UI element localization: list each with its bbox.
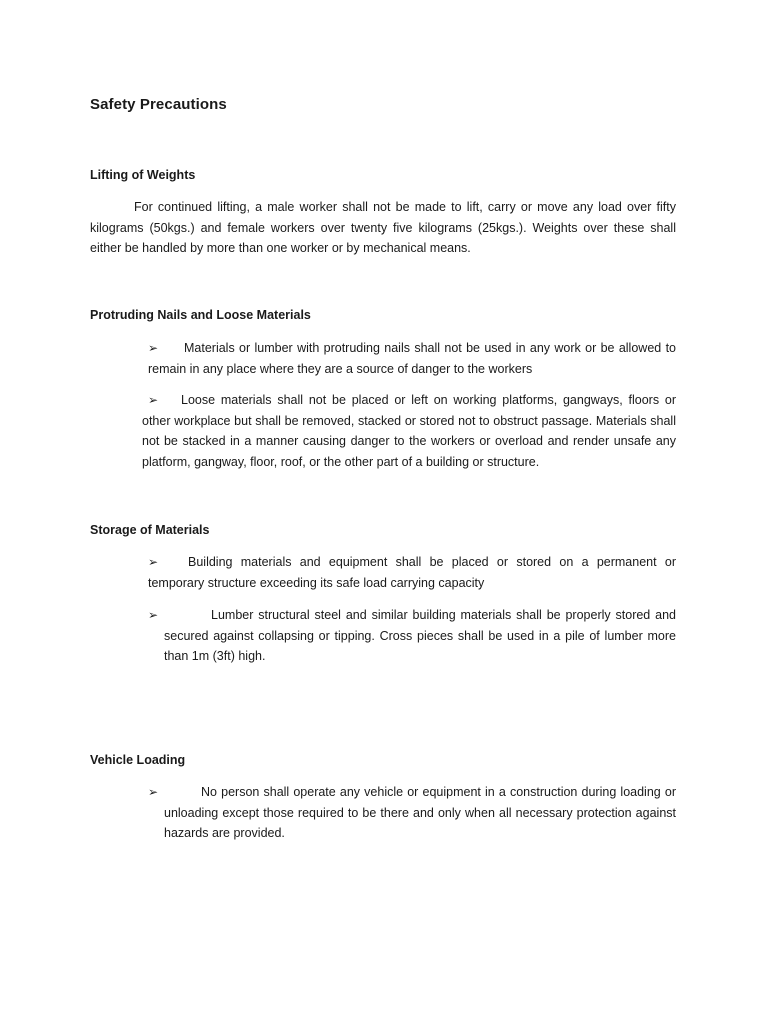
bullet-arrow-icon: ➢	[148, 555, 159, 569]
paragraph-text: For continued lifting, a male worker shall not be made to lift, carry or move any load over fifty kilograms (50kgs.) and female workers over twenty five kilograms (25kgs.). Weights over these shall either be handled by more than one worker or by mechanical means.	[90, 200, 676, 255]
bullet-item-vehicle-operation: No person shall operate any vehicle or equipment in a construction during loading or unloading except those required to be there and only when all necessary protection against hazards are provided.	[164, 785, 676, 840]
section-heading-storage-of-materials: Storage of Materials	[90, 523, 210, 537]
bullet-arrow-icon: ➢	[148, 341, 159, 355]
bullet-arrow-icon: ➢	[148, 785, 159, 799]
bullet-item-building-materials: Building materials and equipment shall be placed or stored on a permanent or temporary structure exceeding its safe load carrying capacity	[148, 555, 676, 590]
bullet-arrow-icon: ➢	[148, 608, 159, 622]
section-paragraph-lifting-of-weights	[90, 197, 676, 259]
section-heading-lifting-of-weights: Lifting of Weights	[90, 168, 196, 182]
bullet-item-protruding-nails: Materials or lumber with protruding nails shall not be used in any work or be allowed to remain in any place where they are a source of danger to the workers	[148, 341, 676, 376]
document-title: Safety Precautions	[90, 96, 227, 113]
section-heading-protruding-nails: Protruding Nails and Loose Materials	[90, 308, 311, 322]
section-heading-vehicle-loading: Vehicle Loading	[90, 753, 186, 767]
bullet-arrow-icon: ➢	[148, 393, 159, 407]
bullet-item-lumber-structural-steel: Lumber structural steel and similar building materials shall be properly stored and secured against collapsing or tipping. Cross pieces shall be used in a pile of lumber more than 1m (3ft) high.	[164, 608, 676, 663]
bullet-item-loose-materials: Loose materials shall not be placed or left on working platforms, gangways, floors or other workplace but shall be removed, stacked or stored not to obstruct passage. Materials shall not be stacked in a manner causing danger to the workers or overload and render unsafe any platform, gangway, floor, roof, or the other part of a building or structure.	[142, 393, 676, 469]
